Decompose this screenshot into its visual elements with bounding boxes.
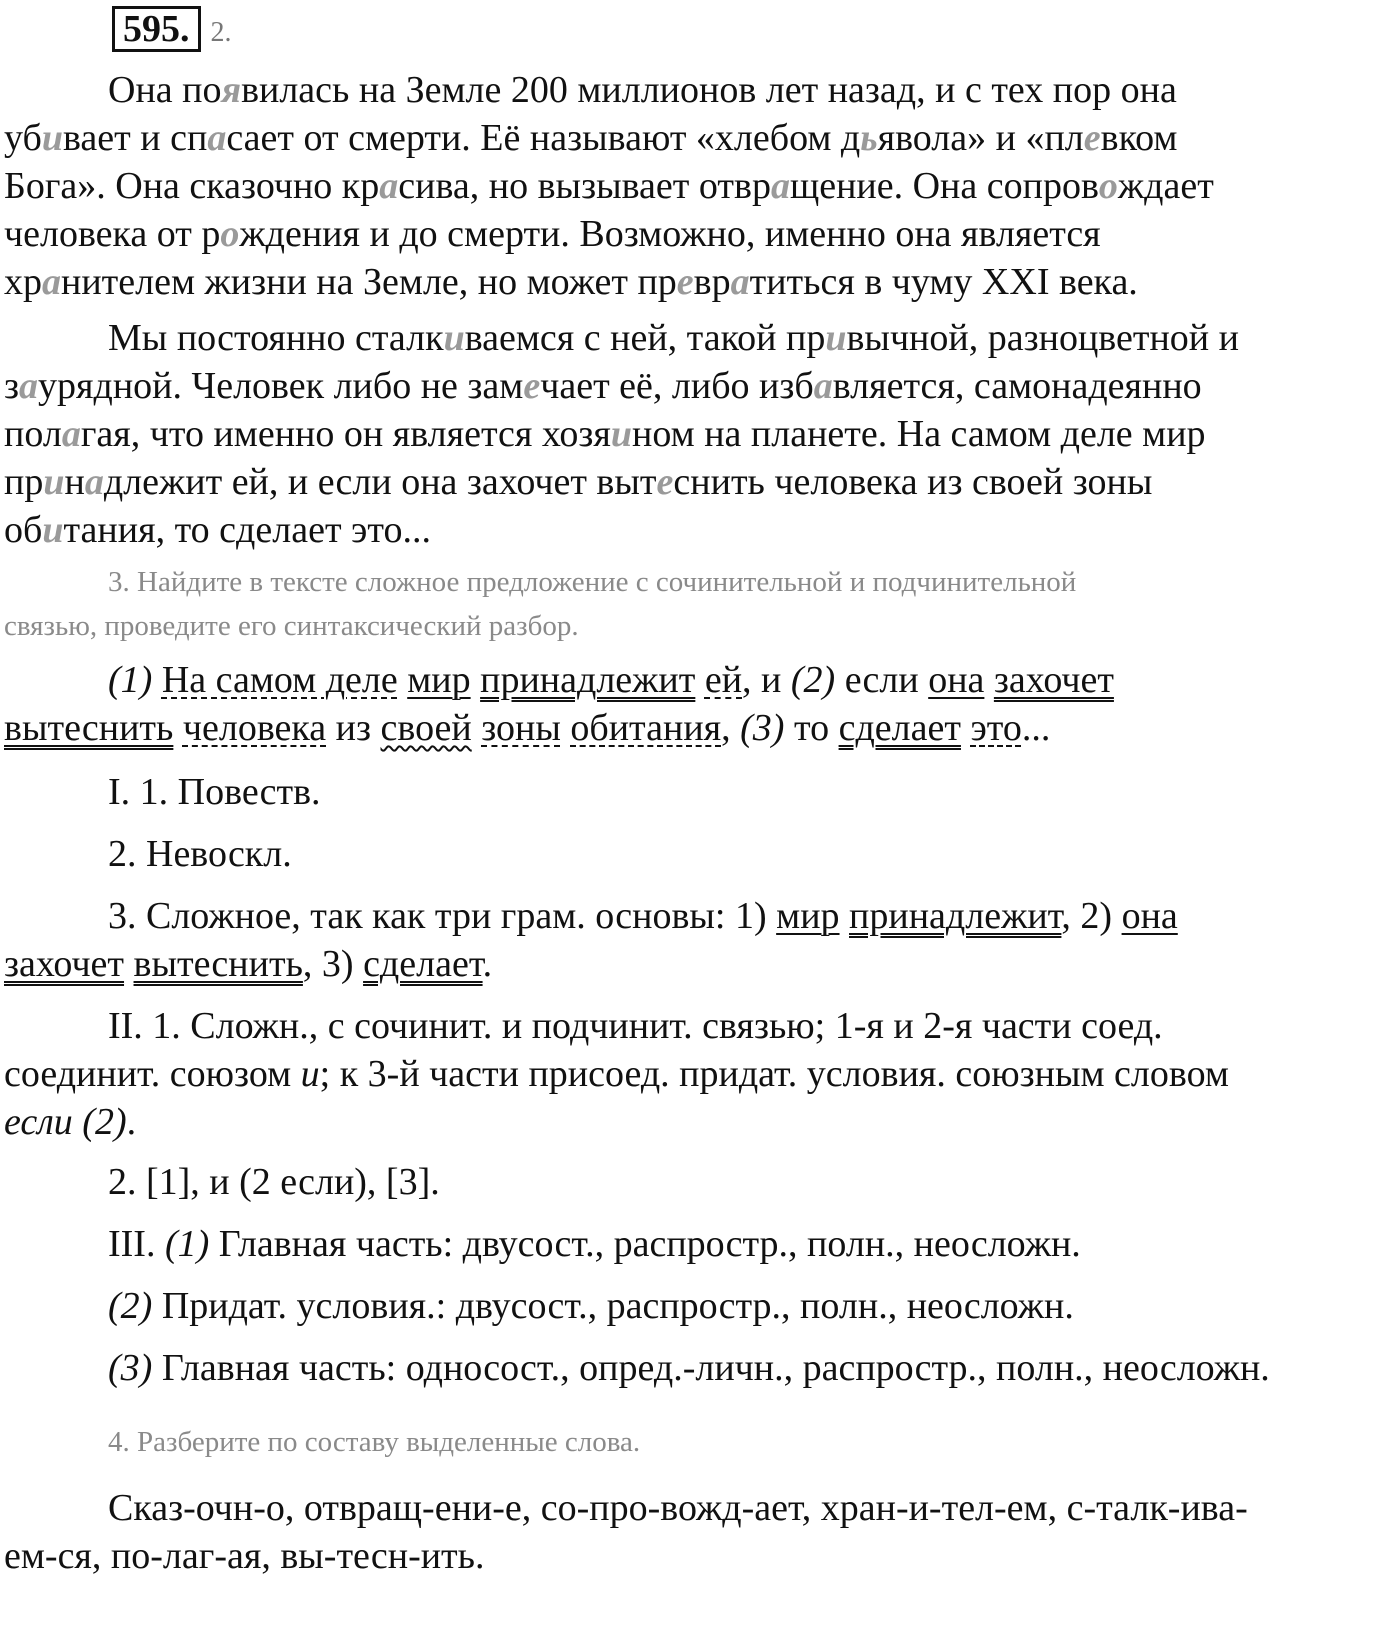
predicate: принадлежит	[849, 895, 1062, 937]
text: 4. Разберите по составу выделенные слова.	[108, 1426, 641, 1458]
text: Бога». Она сказочно кр	[4, 165, 380, 207]
text: 3. Сложное, так как три грам. основы: 1)	[108, 895, 777, 937]
subject: она	[928, 659, 985, 701]
text: II. 1. Сложн., с сочинит. и подчинит. связью; 1-я и 2-я части соед.	[108, 1005, 1163, 1047]
text: з	[4, 365, 20, 407]
text-paragraph-1	[4, 66, 1396, 306]
object: зоны	[481, 707, 561, 749]
task-3-instruction	[4, 560, 1396, 648]
text: ждения и до смерти. Возможно, именно она является	[239, 213, 1101, 255]
highlighted-letter: о	[220, 213, 240, 255]
object: это	[970, 707, 1022, 749]
text: ждает	[1117, 165, 1214, 207]
text: н	[64, 461, 85, 503]
highlighted-letter: и	[443, 317, 465, 359]
highlighted-letter: а	[813, 365, 833, 407]
clause-number: (2)	[108, 1285, 153, 1327]
text: Сказ-очн-о, отвращ-ени-е, со-про-вожд-ает, хран-и-тел-ем, с-талк-ива-	[108, 1487, 1248, 1529]
highlighted-letter: е	[676, 261, 694, 303]
text: ном на планете. На самом деле мир	[632, 413, 1206, 455]
text: титься в чуму XXI века.	[749, 261, 1138, 303]
adverbial: На самом деле	[161, 659, 398, 701]
highlighted-letter: я	[221, 69, 242, 111]
highlighted-letter: а	[19, 365, 39, 407]
clause-number: (3)	[108, 1347, 153, 1389]
highlighted-letter: ь	[860, 117, 878, 159]
predicate: сделает	[363, 943, 483, 985]
analysis-ii2	[4, 1158, 1396, 1206]
highlighted-letter: а	[770, 165, 790, 207]
text: чает её, либо изб	[540, 365, 814, 407]
text: соединит. союзом	[4, 1053, 301, 1095]
highlighted-letter: е	[656, 461, 674, 503]
analysis-iii3	[4, 1344, 1396, 1392]
predicate: сделает	[838, 707, 961, 749]
clause-number: (1)	[108, 659, 153, 701]
text: вр	[693, 261, 731, 303]
text: урядной. Человек либо не зам	[38, 365, 524, 407]
highlighted-letter: а	[730, 261, 750, 303]
text: ем-ся, по-лаг-ая, вы-тесн-ить.	[4, 1535, 485, 1577]
highlighted-letter: а	[379, 165, 399, 207]
text: сает от смерти. Её называют «хлебом д	[226, 117, 861, 159]
text: вилась на Земле 200 миллионов лет назад, и с тех пор она	[241, 69, 1177, 111]
text: и	[300, 1053, 320, 1095]
text: , 2)	[1061, 895, 1122, 937]
text: уб	[4, 117, 42, 159]
text: Мы постоянно сталк	[108, 317, 444, 359]
text: то	[784, 707, 839, 749]
highlighted-letter: а	[61, 413, 81, 455]
exercise-header	[112, 6, 232, 52]
text: пр	[4, 461, 44, 503]
task-4-instruction	[4, 1420, 1396, 1464]
analysis-ii1	[4, 1002, 1396, 1146]
clause-number: (3)	[740, 707, 785, 749]
text: гая, что именно он является хозя	[80, 413, 611, 455]
text: нителем жизни на Земле, но может пр	[61, 261, 677, 303]
object: ей	[704, 659, 743, 701]
text: Главная часть: двусост., распростр., полн., неосложн.	[209, 1223, 1081, 1265]
text: хр	[4, 261, 42, 303]
text-paragraph-2	[4, 314, 1396, 554]
analysis-iii1	[4, 1220, 1396, 1268]
text: сива, но вызывает отвр	[398, 165, 771, 207]
subject: мир	[407, 659, 471, 701]
predicate: вытеснить	[133, 943, 303, 985]
analysis-i3	[4, 892, 1396, 988]
object: человека	[182, 707, 327, 749]
text: , и	[742, 659, 791, 701]
highlighted-letter: о	[1098, 165, 1118, 207]
text: вком	[1100, 117, 1178, 159]
clause-number: (2)	[790, 659, 836, 701]
analysis-iii2	[4, 1282, 1396, 1330]
highlighted-letter: и	[41, 117, 63, 159]
text: об	[4, 509, 43, 551]
predicate: захочет	[4, 943, 125, 985]
text: явола» и «пл	[877, 117, 1084, 159]
clause-number: (1)	[164, 1223, 210, 1265]
highlighted-letter: и	[610, 413, 633, 455]
text: если	[835, 659, 929, 701]
text: вляется, самонадеянно	[832, 365, 1202, 407]
text: человека от р	[4, 213, 221, 255]
text: вает и сп	[62, 117, 208, 159]
text: , 3)	[302, 943, 364, 985]
text: тания, то сделает это...	[63, 509, 431, 551]
text: длежит ей, и если она захочет выт	[103, 461, 657, 503]
text: .	[482, 943, 493, 985]
attribute: своей	[380, 707, 472, 749]
highlighted-letter: и	[42, 509, 64, 551]
analysis-i2	[4, 830, 1396, 878]
highlighted-letter: и	[43, 461, 65, 503]
text: снить человека из своей зоны	[673, 461, 1153, 503]
text: щение. Она сопров	[789, 165, 1099, 207]
text: ; к 3-й части присоед. придат. условия. союзным словом	[319, 1053, 1229, 1095]
exercise-number: 595.	[112, 6, 201, 52]
text: I. 1. Повеств.	[108, 771, 321, 813]
analysis-i1	[4, 768, 1396, 816]
text: ваемся с ней, такой пр	[464, 317, 826, 359]
scheme: 2. [1], и (2 если), [3].	[108, 1161, 440, 1203]
text: III.	[108, 1223, 165, 1265]
text: 2. Невоскл.	[108, 833, 292, 875]
predicate: принадлежит	[480, 659, 696, 701]
text: .	[126, 1101, 137, 1143]
text: 3. Найдите в тексте сложное предложение с сочинительной и подчинительной	[108, 566, 1077, 598]
text: если (2)	[4, 1101, 127, 1143]
highlighted-letter: е	[523, 365, 541, 407]
highlighted-letter: а	[84, 461, 104, 503]
predicate: захочет	[993, 659, 1114, 701]
highlighted-letter: а	[207, 117, 227, 159]
text: Она по	[108, 69, 222, 111]
text: ...	[1021, 707, 1051, 749]
parsed-sentence	[4, 656, 1396, 752]
text: из	[326, 707, 381, 749]
text: пол	[4, 413, 62, 455]
highlighted-letter: и	[825, 317, 847, 359]
subject: она	[1121, 895, 1178, 937]
text: связью, проведите его синтаксический разбор.	[4, 610, 579, 642]
highlighted-letter: е	[1083, 117, 1101, 159]
highlighted-letter: а	[42, 261, 61, 303]
predicate: вытеснить	[4, 707, 174, 749]
text: ,	[721, 707, 741, 749]
text: вычной, разноцветной и	[846, 317, 1239, 359]
subject: мир	[776, 895, 840, 937]
object: обитания	[570, 707, 722, 749]
morpheme-analysis	[4, 1484, 1396, 1580]
subtask-number: 2.	[210, 17, 232, 48]
text: Придат. условия.: двусост., распростр., полн., неосложн.	[152, 1285, 1074, 1327]
text: Главная часть: односост., опред.-личн., распростр., полн., неосложн.	[152, 1347, 1270, 1389]
